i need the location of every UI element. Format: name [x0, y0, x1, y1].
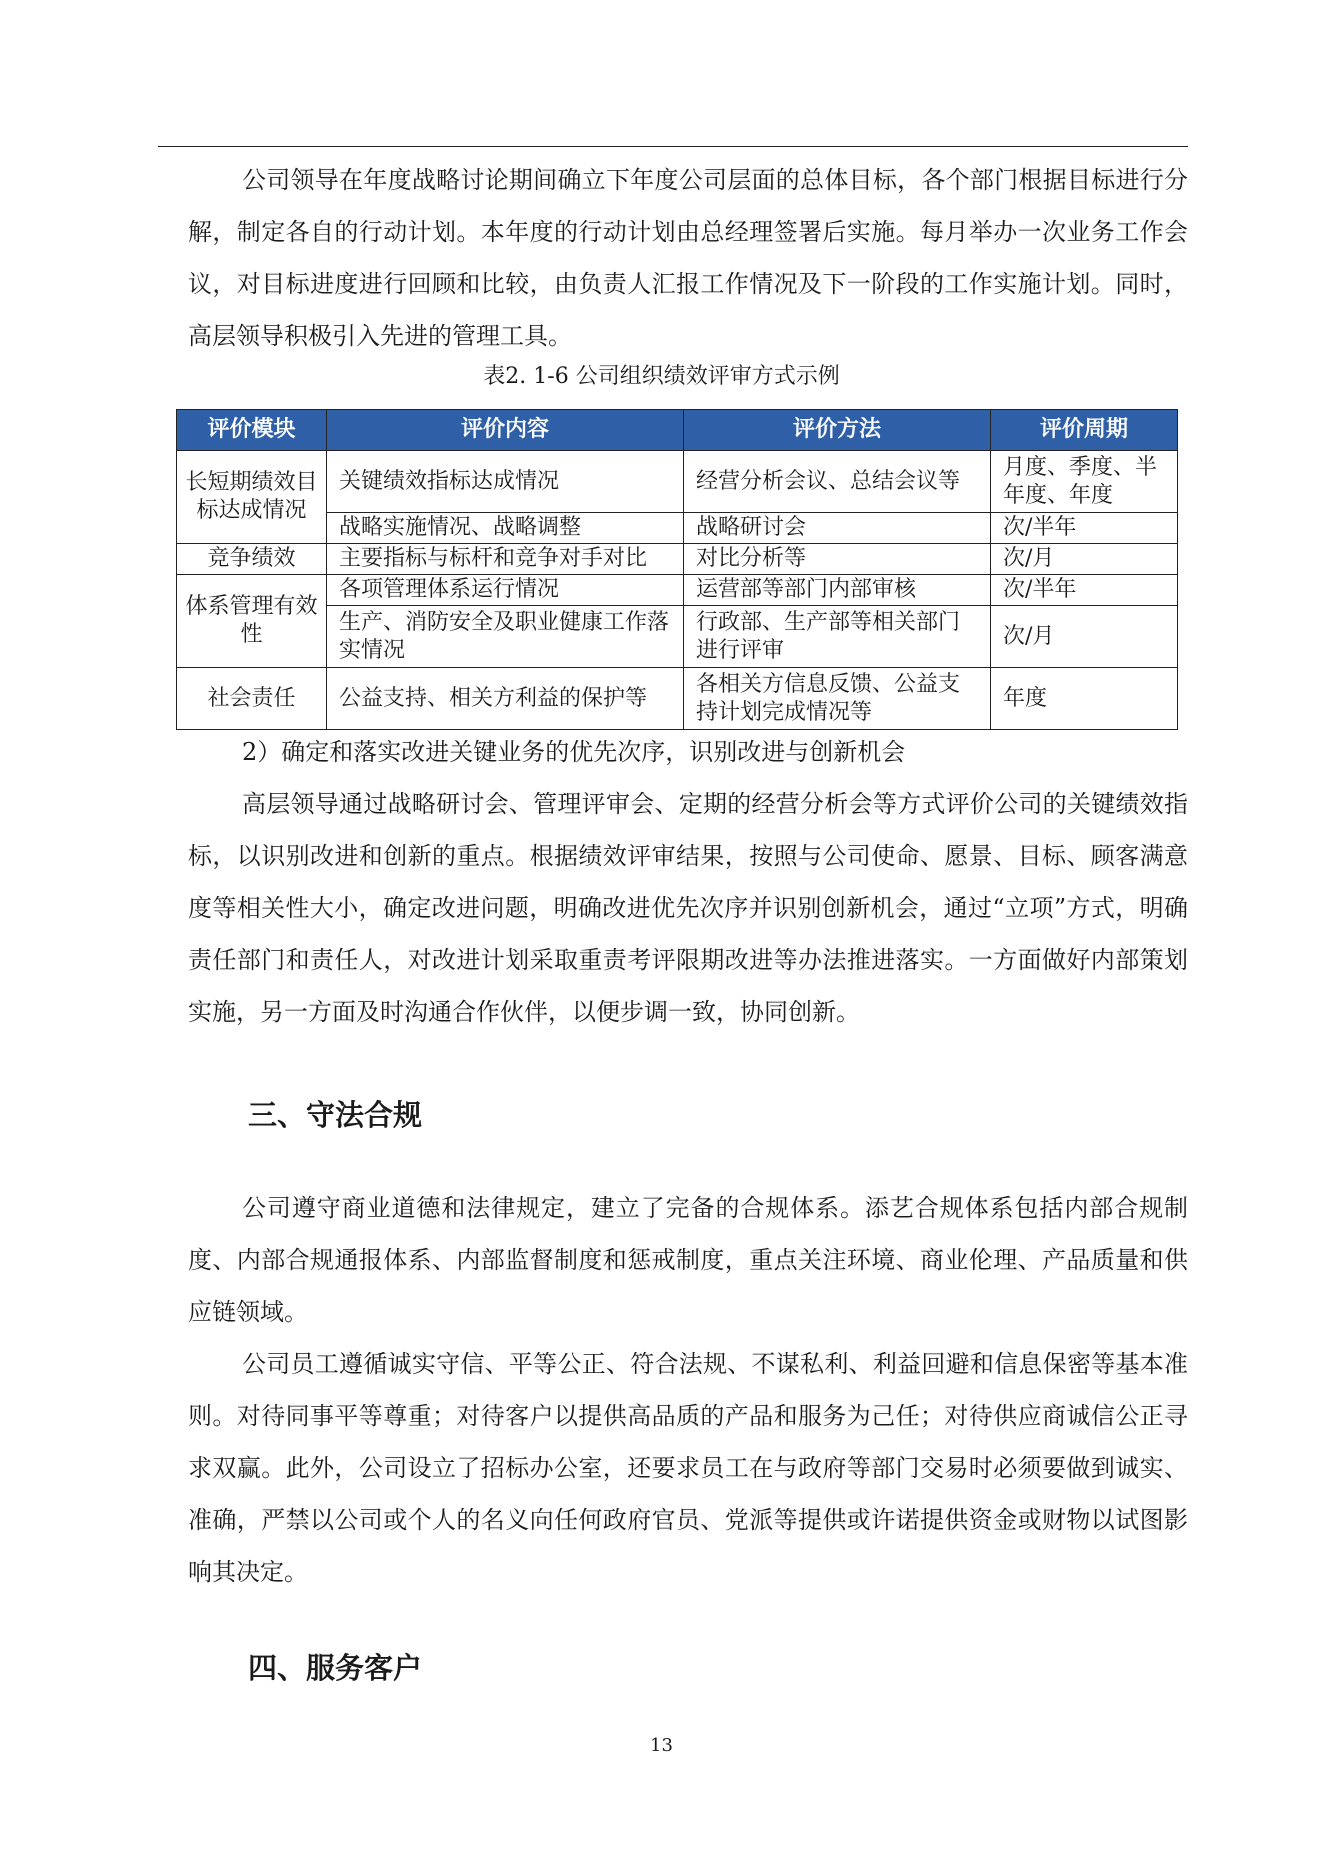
cell-module: 体系管理有效性 [177, 575, 327, 668]
cell-cycle: 次/半年 [991, 575, 1178, 606]
header-content: 评价内容 [327, 410, 684, 451]
table-row [177, 451, 1178, 513]
table-header-row [177, 410, 1178, 451]
table-row [177, 575, 1178, 606]
cell-cycle: 月度、季度、半年度、年度 [991, 451, 1178, 513]
cell-content: 生产、消防安全及职业健康工作落实情况 [327, 606, 684, 668]
header-rule [158, 146, 1188, 147]
section-title-customer-service: 四、服务客户 [248, 1651, 423, 1685]
cell-cycle: 次/月 [991, 544, 1178, 575]
cell-method: 运营部等部门内部审核 [684, 575, 991, 606]
page-number: 13 [650, 1735, 673, 1756]
cell-method: 经营分析会议、总结会议等 [684, 451, 991, 513]
cell-method: 各相关方信息反馈、公益支持计划完成情况等 [684, 668, 991, 730]
subheading-priority: 2）确定和落实改进关键业务的优先次序，识别改进与创新机会 [242, 738, 906, 766]
table-row [177, 513, 1178, 544]
intro-paragraph: 公司领导在年度战略讨论期间确立下年度公司层面的总体目标，各个部门根据目标进行分解，制定各自的行动计划。本年度的行动计划由总经理签署后实施。每月举办一次业务工作会议，对目标进度进行回顾和比较，由负责人汇报工作情况及下一阶段的工作实施计划。同时，高层领导积极引入先进的管理工具。 [188, 166, 1188, 350]
performance-review-table [176, 409, 1178, 730]
paragraph-employee-conduct: 公司员工遵循诚实守信、平等公正、符合法规、不谋私利、利益回避和信息保密等基本准则。对待同事平等尊重；对待客户以提供高品质的产品和服务为己任；对待供应商诚信公正寻求双赢。此外，公司设立了招标办公室，还要求员工在与政府等部门交易时必须要做到诚实、准确，严禁以公司或个人的名义向任何政府官员、党派等提供或许诺提供资金或财物以试图影响其决定。 [188, 1350, 1188, 1586]
cell-content: 关键绩效指标达成情况 [327, 451, 684, 513]
table-row [177, 606, 1178, 668]
section-title-compliance: 三、守法合规 [248, 1098, 423, 1132]
cell-content: 各项管理体系运行情况 [327, 575, 684, 606]
cell-method: 行政部、生产部等相关部门进行评审 [684, 606, 991, 668]
header-cycle: 评价周期 [991, 410, 1178, 451]
cell-cycle: 次/半年 [991, 513, 1178, 544]
table-caption: 表2. 1-6 公司组织绩效评审方式示例 [483, 364, 840, 389]
cell-cycle: 次/月 [991, 606, 1178, 668]
cell-module: 长短期绩效目标达成情况 [177, 451, 327, 544]
table-row [177, 668, 1178, 730]
paragraph-improvement: 高层领导通过战略研讨会、管理评审会、定期的经营分析会等方式评价公司的关键绩效指标，以识别改进和创新的重点。根据绩效评审结果，按照与公司使命、愿景、目标、顾客满意度等相关性大小，确定改进问题，明确改进优先次序并识别创新机会，通过“立项”方式，明确责任部门和责任人，对改进计划采取重责考评限期改进等办法推进落实。一方面做好内部策划实施，另一方面及时沟通合作伙伴，以便步调一致，协同创新。 [188, 790, 1188, 1026]
cell-content: 主要指标与标杆和竞争对手对比 [327, 544, 684, 575]
cell-module: 竞争绩效 [177, 544, 327, 575]
table-row [177, 544, 1178, 575]
header-module: 评价模块 [177, 410, 327, 451]
cell-cycle: 年度 [991, 668, 1178, 730]
header-method: 评价方法 [684, 410, 991, 451]
paragraph-compliance-system: 公司遵守商业道德和法律规定，建立了完备的合规体系。添艺合规体系包括内部合规制度、内部合规通报体系、内部监督制度和惩戒制度，重点关注环境、商业伦理、产品质量和供应链领域。 [188, 1194, 1188, 1326]
cell-content: 公益支持、相关方利益的保护等 [327, 668, 684, 730]
cell-module: 社会责任 [177, 668, 327, 730]
cell-method: 战略研讨会 [684, 513, 991, 544]
cell-method: 对比分析等 [684, 544, 991, 575]
cell-content: 战略实施情况、战略调整 [327, 513, 684, 544]
